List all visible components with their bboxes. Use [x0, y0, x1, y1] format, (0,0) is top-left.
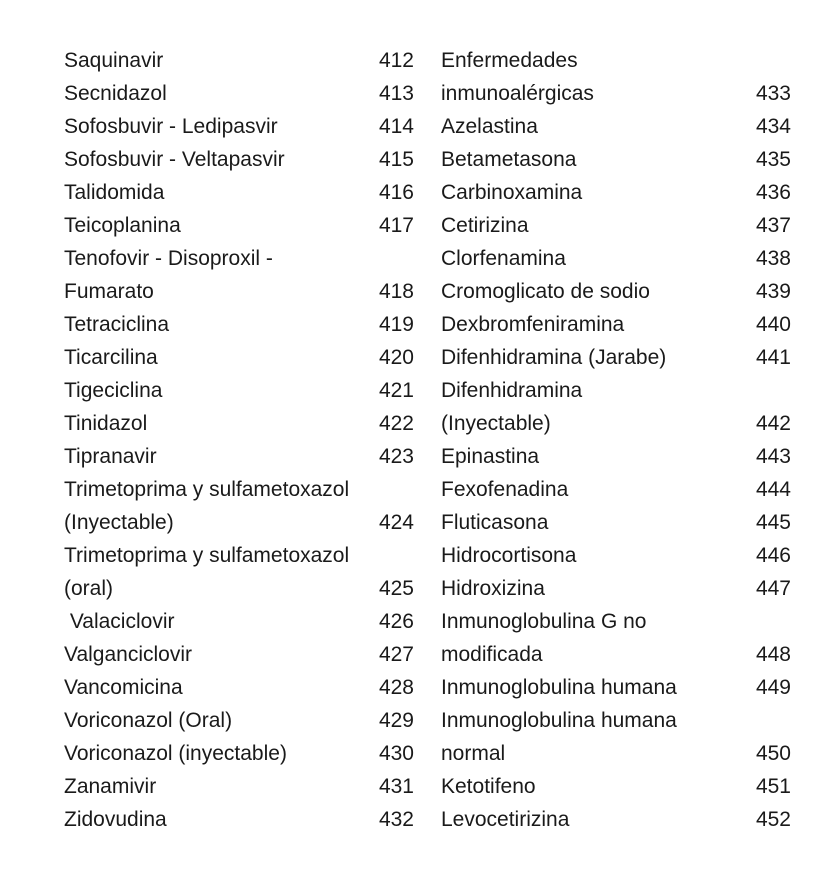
entry-page-number: 443 — [755, 445, 791, 468]
entry-page-number: 421 — [378, 379, 414, 402]
entry-name: Tetraciclina — [64, 313, 170, 336]
entry-name: Ketotifeno — [441, 775, 536, 798]
index-entry — [441, 242, 791, 275]
index-entry — [64, 407, 414, 440]
entry-name: Inmunoglobulina humana — [441, 709, 677, 732]
index-entry — [64, 374, 414, 407]
entry-page-number: 441 — [755, 346, 791, 369]
index-entry — [64, 176, 414, 209]
entry-name: Trimetoprima y sulfametoxazol — [64, 544, 350, 567]
entry-name: Dexbromfeniramina — [441, 313, 625, 336]
entry-name-continuation: modificada — [441, 643, 543, 666]
entry-page-number: 420 — [378, 346, 414, 369]
entry-name: Zanamivir — [64, 775, 157, 798]
entry-name: Teicoplanina — [64, 214, 181, 237]
entry-page-number: 423 — [378, 445, 414, 468]
entry-page-number: 437 — [755, 214, 791, 237]
index-entry — [441, 143, 791, 176]
entry-name: Carbinoxamina — [441, 181, 583, 204]
entry-name: Tenofovir - Disoproxil - — [64, 247, 273, 270]
entry-name: Cetirizina — [441, 214, 529, 237]
index-entry — [441, 341, 791, 374]
entry-name: Voriconazol (inyectable) — [64, 742, 287, 765]
entry-page-number: 434 — [755, 115, 791, 138]
entry-name: Inmunoglobulina G no — [441, 610, 647, 633]
entry-name: Hidrocortisona — [441, 544, 577, 567]
entry-page-number: 414 — [378, 115, 414, 138]
entry-page-number: 433 — [755, 82, 791, 105]
entry-name: Trimetoprima y sulfametoxazol — [64, 478, 350, 501]
entry-page-number: 415 — [378, 148, 414, 171]
index-entry — [441, 44, 791, 110]
entry-page-number: 442 — [755, 412, 791, 435]
index-entry — [64, 44, 414, 77]
entry-name: Valganciclovir — [64, 643, 192, 666]
entry-name: Cromoglicato de sodio — [441, 280, 650, 303]
index-entry — [441, 671, 791, 704]
entry-name-continuation: (Inyectable) — [441, 412, 551, 435]
entry-page-number: 435 — [755, 148, 791, 171]
entry-page-number: 438 — [755, 247, 791, 270]
entry-name: Sofosbuvir - Veltapasvir — [64, 148, 285, 171]
index-entry — [64, 605, 414, 638]
entry-name: Vancomicina — [64, 676, 183, 699]
entry-page-number: 426 — [378, 610, 414, 633]
entry-name: Inmunoglobulina humana — [441, 676, 677, 699]
entry-name: Levocetirizina — [441, 808, 570, 831]
index-entry — [441, 539, 791, 572]
entry-name: Difenhidramina (Jarabe) — [441, 346, 667, 369]
index-entry — [64, 737, 414, 770]
entry-page-number: 418 — [378, 280, 414, 303]
entry-page-number: 449 — [755, 676, 791, 699]
index-entry — [441, 440, 791, 473]
entry-page-number: 430 — [378, 742, 414, 765]
entry-name-continuation: (Inyectable) — [64, 511, 174, 534]
index-entry — [64, 704, 414, 737]
entry-page-number: 446 — [755, 544, 791, 567]
entry-name-continuation: Fumarato — [64, 280, 154, 303]
entry-name: Talidomida — [64, 181, 165, 204]
entry-name: Epinastina — [441, 445, 540, 468]
entry-name: Tipranavir — [64, 445, 157, 468]
index-entry — [441, 110, 791, 143]
entry-name: Valaciclovir — [64, 610, 175, 633]
entry-page-number: 445 — [755, 511, 791, 534]
entry-name: Secnidazol — [64, 82, 167, 105]
entry-page-number: 413 — [378, 82, 414, 105]
entry-name: Fexofenadina — [441, 478, 569, 501]
index-entry — [441, 374, 791, 440]
entry-page-number: 447 — [755, 577, 791, 600]
entry-name: Saquinavir — [64, 49, 164, 72]
entry-name: Fluticasona — [441, 511, 549, 534]
entry-name: Tinidazol — [64, 412, 148, 435]
index-entry — [441, 473, 791, 506]
entry-name: Tigeciclina — [64, 379, 163, 402]
index-entry — [64, 803, 414, 836]
entry-page-number: 412 — [378, 49, 414, 72]
entry-page-number: 450 — [755, 742, 791, 765]
entry-name: Hidroxizina — [441, 577, 545, 600]
index-entry — [441, 605, 791, 671]
entry-name: Sofosbuvir - Ledipasvir — [64, 115, 278, 138]
index-entry — [441, 704, 791, 770]
entry-page-number: 432 — [378, 808, 414, 831]
entry-page-number: 451 — [755, 775, 791, 798]
entry-page-number: 429 — [378, 709, 414, 732]
entry-name: Difenhidramina — [441, 379, 583, 402]
entry-page-number: 448 — [755, 643, 791, 666]
index-entry — [441, 176, 791, 209]
index-entry — [64, 77, 414, 110]
index-entry — [441, 275, 791, 308]
entry-page-number: 417 — [378, 214, 414, 237]
index-entry — [64, 308, 414, 341]
entry-name: Ticarcilina — [64, 346, 158, 369]
index-column-right — [441, 44, 791, 836]
entry-page-number: 431 — [378, 775, 414, 798]
entry-name-continuation: (oral) — [64, 577, 114, 600]
entry-page-number: 444 — [755, 478, 791, 501]
entry-name: Zidovudina — [64, 808, 167, 831]
entry-name: Voriconazol (Oral) — [64, 709, 233, 732]
index-entry — [441, 770, 791, 803]
index-entry — [64, 440, 414, 473]
entry-page-number: 425 — [378, 577, 414, 600]
index-entry — [64, 671, 414, 704]
entry-name-continuation: inmunoalérgicas — [441, 82, 594, 105]
index-entry — [64, 473, 414, 539]
entry-page-number: 428 — [378, 676, 414, 699]
index-entry — [64, 242, 414, 308]
index-entry — [64, 539, 414, 605]
index-entry — [441, 572, 791, 605]
entry-page-number: 419 — [378, 313, 414, 336]
entry-name: Clorfenamina — [441, 247, 566, 270]
entry-name: Azelastina — [441, 115, 538, 138]
entry-name-continuation: normal — [441, 742, 506, 765]
index-entry — [441, 209, 791, 242]
entry-page-number: 416 — [378, 181, 414, 204]
index-entry — [441, 506, 791, 539]
index-entry — [64, 341, 414, 374]
entry-page-number: 452 — [755, 808, 791, 831]
entry-page-number: 436 — [755, 181, 791, 204]
index-entry — [441, 308, 791, 341]
entry-page-number: 440 — [755, 313, 791, 336]
entry-page-number: 422 — [378, 412, 414, 435]
entry-name: Betametasona — [441, 148, 577, 171]
entry-name: Enfermedades — [441, 49, 578, 72]
index-entry — [64, 209, 414, 242]
index-entry — [64, 143, 414, 176]
index-entry — [64, 110, 414, 143]
index-entry — [64, 770, 414, 803]
index-entry — [441, 803, 791, 836]
entry-page-number: 427 — [378, 643, 414, 666]
entry-page-number: 439 — [755, 280, 791, 303]
entry-page-number: 424 — [378, 511, 414, 534]
index-entry — [64, 638, 414, 671]
index-column-left — [64, 44, 414, 836]
